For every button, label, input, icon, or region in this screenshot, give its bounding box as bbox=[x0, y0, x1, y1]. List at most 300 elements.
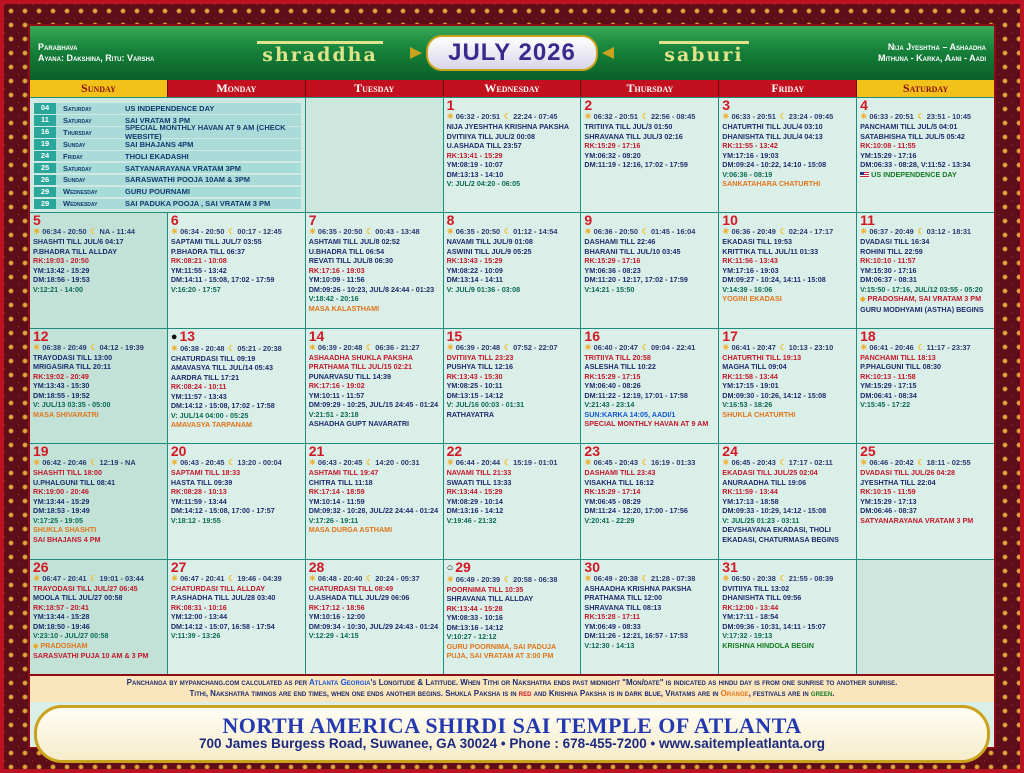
cell-line: YM:17:16 - 19:03 bbox=[722, 150, 779, 160]
calendar-cell-7 bbox=[306, 213, 443, 327]
moonrise-moonset-icon: ☾ bbox=[90, 458, 98, 468]
cell-line: RK:18:57 - 20:41 bbox=[33, 602, 89, 612]
sunrise-sunset-icon: ☀ bbox=[308, 227, 316, 237]
legend-day: Friday bbox=[63, 151, 83, 161]
us-flag-icon bbox=[860, 172, 869, 178]
cell-line: DM:18:53 - 19:49 bbox=[33, 506, 90, 516]
date-row bbox=[171, 561, 302, 574]
cell-line: EKADASI TILL JUL/25 02:04 bbox=[722, 468, 818, 478]
calendar-cell-12 bbox=[30, 329, 167, 443]
sun-moon-times: ☀ 06:36 - 20:49 ☾ 02:24 - 17:17 bbox=[722, 227, 834, 237]
cell-line: DM:14:12 - 15:08, 17:02 - 17:58 bbox=[170, 401, 275, 411]
cell-line: RK:15:29 - 17:16 bbox=[584, 141, 641, 150]
cell-line: AARDRA TILL 17:21 bbox=[170, 372, 240, 382]
date-row bbox=[171, 445, 302, 458]
cell-line: YM:17:11 - 18:54 bbox=[722, 612, 779, 622]
date-number: 4 bbox=[860, 98, 868, 113]
legend-date: 29 bbox=[34, 187, 56, 198]
calendar-cell-8 bbox=[444, 213, 581, 327]
cell-line: V:17:25 - 19:05 bbox=[33, 515, 83, 525]
calendar-cell-24 bbox=[719, 444, 856, 558]
cell-line: YM:06:45 - 08:29 bbox=[584, 496, 641, 506]
cell-line: MRIGASIRA TILL 20:11 bbox=[33, 362, 111, 372]
sun-moon-times: ☀ 06:43 - 20:45 ☾ 13:20 - 00:04 bbox=[170, 458, 282, 468]
cell-line: MASA DURGA ASTHAMI bbox=[308, 525, 393, 535]
calendar-cell-5 bbox=[30, 213, 167, 327]
moonrise-moonset-icon: ☾ bbox=[90, 573, 98, 583]
day-header-sunday: Sunday bbox=[30, 80, 168, 97]
moonrise-moonset-icon: ☾ bbox=[641, 342, 649, 352]
moonrise-moonset-icon: ☾ bbox=[779, 227, 787, 237]
cell-line: HASTA TILL 09:39 bbox=[170, 477, 233, 487]
date-row bbox=[447, 445, 578, 458]
date-number: 10 bbox=[722, 213, 738, 229]
cell-line: RK:17:16 - 19:02 bbox=[308, 381, 365, 391]
sun-moon-times: ☀ 06:37 - 20:49 ☾ 03:12 - 18:31 bbox=[860, 227, 972, 237]
cell-line: ANURAADHA TILL 19:06 bbox=[722, 477, 807, 487]
sunrise-sunset-icon: ☀ bbox=[584, 458, 592, 468]
date-number: 18 bbox=[860, 328, 876, 344]
cell-line: VISAKHA TILL 16:12 bbox=[584, 477, 654, 487]
sun-moon-times: ☀ 06:38 - 20:49 ☾ 04:12 - 19:39 bbox=[33, 342, 144, 352]
cell-line: SANKATAHARA CHATURTHI bbox=[722, 179, 821, 188]
moonrise-moonset-icon: ☾ bbox=[641, 112, 649, 121]
cell-line: DVITIIYA TILL JUL/2 00:08 bbox=[446, 131, 535, 141]
cell-line: YM:06:32 - 08:20 bbox=[584, 150, 641, 160]
moonrise-moonset-icon: ☾ bbox=[366, 342, 374, 352]
calendar-cell-3 bbox=[719, 98, 856, 212]
calendar-cell-25 bbox=[857, 444, 994, 558]
moonrise-moonset-icon: ☾ bbox=[90, 227, 98, 237]
cell-line: RK:19:03 - 20:50 bbox=[33, 256, 89, 266]
cell-line: V:14:39 - 16:06 bbox=[722, 284, 773, 294]
cell-line: SAPTAMI TILL 18:33 bbox=[170, 468, 241, 478]
cell-line: TRAYODASI TILL 13:00 bbox=[33, 352, 113, 362]
cell-line: V:12:30 - 14:13 bbox=[584, 640, 635, 650]
calendar-cell-1 bbox=[444, 98, 581, 212]
legend-event: SARASWATHI POOJA 10AM & 3PM bbox=[125, 175, 251, 185]
cell-line: GURU MODHYAMI (ASTHA) BEGINS bbox=[860, 304, 984, 314]
calendar-cell-10 bbox=[719, 213, 856, 327]
shraddha-script: shraddha bbox=[257, 41, 383, 66]
cell-line: SHASHTI TILL 18:00 bbox=[33, 468, 102, 478]
sunrise-sunset-icon: ☀ bbox=[584, 112, 592, 121]
cell-line: DM:09:24 - 10:22, 14:10 - 15:08 bbox=[722, 160, 827, 169]
cell-line: NIJA JYESHTHA KRISHNA PAKSHA bbox=[446, 122, 570, 131]
legend-event: SATYANARAYANA VRATAM 3PM bbox=[125, 163, 241, 173]
samvatsara-info bbox=[30, 42, 228, 65]
calendar-cell-29 bbox=[444, 560, 581, 674]
cell-line: ◆ PRADOSHAM, SAI VRATAM 3 PM bbox=[860, 294, 982, 304]
cell-line: P.BHADRA TILL ALLDAY bbox=[33, 246, 117, 256]
date-row bbox=[584, 561, 715, 574]
calendar-cell-17 bbox=[719, 329, 856, 443]
calendar-grid bbox=[30, 97, 994, 674]
cell-line: DM:11:19 - 12:16, 17:02 - 17:59 bbox=[584, 160, 688, 169]
cell-line: ASHAADHA SHUKLA PAKSHA bbox=[308, 352, 414, 362]
sunrise-sunset-icon: ☀ bbox=[446, 342, 454, 352]
cell-line: YM:13:42 - 15:29 bbox=[33, 265, 90, 275]
empty-cell bbox=[857, 560, 994, 674]
month-title: JULY 2026 bbox=[426, 35, 598, 71]
footnote-segment: , festivals are in bbox=[748, 688, 811, 698]
legend-event: SAI PADUKA POOJA , SAI VRATAM 3 PM bbox=[125, 199, 271, 209]
sunrise-sunset-icon: ☀ bbox=[446, 227, 454, 237]
sun-moon-times: ☀ 06:34 - 20:50 ☾ 00:17 - 12:45 bbox=[170, 227, 282, 237]
sun-moon-times: ☀ 06:32 - 20:51 ☾ 22:24 - 07:45 bbox=[446, 112, 558, 121]
full-moon-icon: ○ bbox=[446, 561, 454, 574]
cell-line: DVADASI TILL 16:34 bbox=[860, 237, 930, 247]
legend-row bbox=[34, 163, 301, 174]
cell-line: PUNARVASU TILL 14:39 bbox=[308, 371, 391, 381]
cell-line: YM:10:16 - 12:00 bbox=[308, 612, 366, 622]
cell-line: DVADASI TILL JUL/26 04:28 bbox=[860, 468, 955, 478]
footnote-segment: Atlanta Georgia bbox=[309, 678, 371, 688]
sun-moon-times: ☀ 06:35 - 20:50 ☾ 00:43 - 13:48 bbox=[308, 227, 420, 237]
cell-line: ASWINI TILL JUL/9 05:25 bbox=[446, 246, 532, 256]
date-number: 13 bbox=[179, 328, 196, 344]
calendar-cell-11 bbox=[857, 213, 994, 327]
sun-moon-times: ☀ 06:33 - 20:51 ☾ 23:24 - 09:45 bbox=[722, 112, 834, 121]
sun-moon-times: ☀ 06:42 - 20:46 ☾ 12:19 - NA bbox=[33, 458, 136, 468]
legend-row bbox=[34, 103, 301, 114]
moonrise-moonset-icon: ☾ bbox=[228, 343, 236, 353]
cell-line: SHUKLA CHATURTHI bbox=[722, 409, 796, 419]
cell-line: U.ASHADA TILL 23:57 bbox=[446, 141, 522, 150]
cell-line: YM:15:29 - 17:16 bbox=[860, 150, 917, 160]
cell-line: YM:11:59 - 13:44 bbox=[170, 496, 227, 506]
cell-line: CHATURDASI TILL 09:19 bbox=[170, 353, 256, 363]
samvatsara-name: Parabhava bbox=[38, 41, 78, 52]
cell-line: NAVAMI TILL JUL/9 01:08 bbox=[446, 237, 533, 247]
sunrise-sunset-icon: ☀ bbox=[33, 227, 41, 237]
sun-moon-times: ☀ 06:43 - 20:45 ☾ 14:20 - 00:31 bbox=[308, 458, 420, 468]
footnote-segment: Orange bbox=[720, 688, 749, 698]
date-number: 20 bbox=[170, 444, 187, 460]
cell-line: V:18:42 - 20:16 bbox=[308, 294, 359, 304]
moonrise-moonset-icon: ☾ bbox=[503, 112, 512, 121]
moonrise-moonset-icon: ☾ bbox=[228, 227, 236, 237]
cell-line: YM:06:49 - 08:33 bbox=[584, 621, 641, 631]
sun-moon-times: ☀ 06:33 - 20:51 ☾ 23:51 - 10:45 bbox=[860, 112, 972, 121]
cell-line: AMAVASYA TILL JUL/14 05:43 bbox=[170, 363, 273, 373]
date-number: 6 bbox=[170, 213, 179, 229]
cell-line: DVITIIYA TILL 23:23 bbox=[446, 352, 514, 362]
cell-line: YM:15:30 - 17:16 bbox=[860, 265, 917, 275]
footnote-segment: green bbox=[810, 688, 833, 698]
cell-line: YM:15:29 - 17:15 bbox=[860, 381, 917, 391]
date-number: 2 bbox=[584, 98, 593, 113]
cell-line: DHANISHTA TILL JUL/4 04:13 bbox=[722, 131, 823, 141]
calendar-cell-14 bbox=[306, 329, 443, 443]
cell-line: ASHTAMI TILL 19:47 bbox=[308, 468, 379, 478]
sun-moon-times: ☀ 06:34 - 20:50 ☾ NA - 11:44 bbox=[33, 227, 135, 237]
calendar-cell-31 bbox=[719, 560, 856, 674]
moonrise-moonset-icon: ☾ bbox=[503, 227, 512, 237]
new-moon-icon: ● bbox=[170, 330, 178, 343]
date-number: 22 bbox=[446, 444, 463, 460]
date-row bbox=[722, 330, 853, 343]
cell-line: YM:10:14 - 11:59 bbox=[308, 496, 365, 506]
cell-line: V:11:39 - 13:26 bbox=[170, 631, 221, 641]
cell-line: CHITRA TILL 11:18 bbox=[308, 477, 373, 487]
cell-line: SHASHTI TILL JUL/6 04:17 bbox=[33, 237, 124, 247]
sunrise-sunset-icon: ☀ bbox=[446, 112, 454, 121]
cell-line: RK:19:00 - 20:46 bbox=[33, 487, 89, 497]
sunrise-sunset-icon: ☀ bbox=[446, 458, 454, 468]
sun-moon-times: ☀ 06:44 - 20:44 ☾ 15:19 - 01:01 bbox=[446, 458, 558, 468]
calendar-cell-15 bbox=[444, 329, 581, 443]
lamp-icon: ◆ bbox=[860, 296, 866, 304]
date-number: 27 bbox=[170, 559, 187, 575]
date-row bbox=[309, 330, 440, 343]
cell-line: RK:10:15 - 11:59 bbox=[860, 487, 916, 497]
date-number: 17 bbox=[722, 328, 738, 344]
cell-line: SUN:KARKA 14:05, AADI/1 bbox=[584, 409, 676, 419]
cell-line: V:10:27 - 12:12 bbox=[446, 632, 497, 642]
calendar-cell-28 bbox=[306, 560, 443, 674]
moonrise-moonset-icon: ☾ bbox=[917, 227, 925, 237]
date-row bbox=[860, 99, 991, 112]
legend-date: 29 bbox=[34, 199, 56, 210]
cell-line: V: JUL/14 04:00 - 05:25 bbox=[170, 410, 249, 420]
date-row bbox=[447, 214, 578, 227]
day-header-row bbox=[30, 80, 994, 97]
cell-line: V: JUL/2 04:20 - 06:05 bbox=[446, 179, 521, 188]
sun-moon-times: ☀ 06:50 - 20:38 ☾ 21:55 - 08:39 bbox=[722, 573, 834, 583]
masa-names: Nija Jyeshtha – Ashaadha bbox=[887, 41, 986, 52]
date-row bbox=[171, 214, 302, 227]
sunrise-sunset-icon: ☀ bbox=[722, 112, 730, 121]
cell-line: DM:06:41 - 08:34 bbox=[860, 390, 917, 400]
cell-line: SAPTAMI TILL JUL/7 03:55 bbox=[170, 237, 262, 247]
cell-line: RK:15:29 - 17:14 bbox=[584, 487, 641, 497]
cell-line: RK:17:14 - 18:59 bbox=[308, 487, 365, 497]
footnote-segment: 's Longitude & Latitude. When Tithi or Nakshatra ends past midnight "Mon/date" is indicated as hindu day is from one sunrise to another sunrise. bbox=[370, 678, 898, 688]
footnote-segment: . bbox=[832, 688, 835, 698]
date-row bbox=[584, 445, 715, 458]
legend-event: SAI BHAJANS 4PM bbox=[125, 139, 194, 149]
cell-line: DM:18:50 - 19:46 bbox=[33, 621, 90, 631]
date-row bbox=[722, 99, 853, 112]
cell-line: PUSHYA TILL 12:16 bbox=[446, 362, 514, 372]
cell-line: DM:13:16 - 14:12 bbox=[446, 506, 504, 516]
cell-line: YM:08:25 - 10:11 bbox=[446, 381, 503, 391]
sun-moon-times: ☀ 06:36 - 20:50 ☾ 01:45 - 16:04 bbox=[584, 227, 696, 237]
footnote-segment: Panchanga by mypanchang.com calculated as per bbox=[126, 678, 310, 688]
sunrise-sunset-icon: ☀ bbox=[584, 573, 592, 583]
moonrise-moonset-icon: ☾ bbox=[90, 342, 98, 352]
footnote-segment: , Vratams are in bbox=[660, 688, 721, 698]
date-row bbox=[860, 330, 991, 343]
saburi-script: saburi bbox=[659, 41, 748, 66]
moonrise-moonset-icon: ☾ bbox=[228, 458, 236, 468]
cell-line: KRITTIKA TILL JUL/11 01:33 bbox=[722, 246, 819, 256]
cell-line: RK:10:13 - 11:58 bbox=[860, 371, 916, 381]
date-number: 28 bbox=[308, 559, 325, 575]
cell-line: CHATURTHI TILL 19:13 bbox=[722, 352, 802, 362]
legend-date: 26 bbox=[34, 175, 56, 186]
sunrise-sunset-icon: ☀ bbox=[170, 343, 179, 353]
shraddha-script-wrap bbox=[228, 41, 412, 66]
date-number: 16 bbox=[584, 328, 600, 344]
cell-line: DASHAMI TILL 22:46 bbox=[584, 237, 656, 247]
legend-row bbox=[34, 123, 301, 142]
cell-line: DM:09:27 - 10:24, 14:11 - 15:08 bbox=[722, 275, 826, 285]
cell-line: U.PHALGUNI TILL 08:41 bbox=[33, 477, 116, 487]
date-row bbox=[309, 445, 440, 458]
date-number: 31 bbox=[722, 559, 738, 575]
cell-line: V:17:32 - 19:13 bbox=[722, 631, 773, 641]
legend-cell bbox=[30, 98, 305, 212]
cell-line: DM:11:20 - 12:17, 17:02 - 17:59 bbox=[584, 275, 688, 285]
sun-moon-times: ☀ 06:45 - 20:43 ☾ 17:17 - 02:11 bbox=[722, 458, 833, 468]
sun-moon-times: ☀ 06:49 - 20:38 ☾ 21:28 - 07:38 bbox=[584, 573, 696, 583]
cell-line: CHATURTHI TILL JUL/4 03:10 bbox=[722, 122, 823, 131]
calendar-content bbox=[28, 24, 996, 752]
cell-line: RK:15:29 - 17:15 bbox=[584, 371, 641, 381]
moonrise-moonset-icon: ☾ bbox=[917, 342, 925, 352]
lamp-icon: ◆ bbox=[33, 642, 39, 650]
date-number: 3 bbox=[722, 98, 731, 113]
cell-line: SPECIAL MONTHLY HAVAN AT 9 AM bbox=[584, 419, 709, 429]
calendar-cell-13 bbox=[168, 329, 305, 443]
cell-line: KRISHNA HINDOLA BEGIN bbox=[722, 640, 814, 650]
cell-line: RK:08:28 - 10:13 bbox=[170, 487, 227, 497]
calendar-cell-26 bbox=[30, 560, 167, 674]
saburi-script-wrap bbox=[612, 41, 796, 66]
sunrise-sunset-icon: ☀ bbox=[308, 458, 316, 468]
day-header-wednesday: Wednesday bbox=[444, 80, 582, 97]
cell-line: YM:13:43 - 15:30 bbox=[33, 381, 90, 391]
legend-event: SPECIAL MONTHLY HAVAN AT 9 AM (CHECK WEBSITE) bbox=[125, 123, 286, 142]
date-row bbox=[860, 214, 991, 227]
date-row bbox=[584, 214, 715, 227]
moonrise-moonset-icon: ☾ bbox=[641, 458, 649, 468]
cell-line: SWAATI TILL 13:33 bbox=[446, 477, 512, 487]
cell-line: ASHTAMI TILL JUL/8 02:52 bbox=[308, 237, 400, 247]
cell-line: V:21:51 - 23:18 bbox=[308, 409, 359, 419]
legend-date: 04 bbox=[34, 103, 56, 114]
cell-line: RK:13:43 - 15:29 bbox=[446, 256, 503, 266]
footnote-segment: red bbox=[518, 688, 532, 698]
moonrise-moonset-icon: ☾ bbox=[779, 112, 787, 121]
cell-line: YM:10:11 - 11:57 bbox=[308, 390, 365, 400]
sun-moon-times: ☀ 06:41 - 20:47 ☾ 10:13 - 23:10 bbox=[722, 342, 834, 352]
sunrise-sunset-icon: ☀ bbox=[722, 573, 730, 583]
date-row bbox=[584, 99, 715, 112]
cell-line: DM:09:32 - 10:28, JUL/22 24:44 - 01:24 bbox=[308, 506, 439, 516]
date-row bbox=[309, 214, 440, 227]
cell-line: RK:15:28 - 17:11 bbox=[584, 612, 640, 622]
legend-date: 16 bbox=[34, 127, 56, 138]
sun-moon-times: ☀ 06:39 - 20:48 ☾ 07:52 - 22:07 bbox=[446, 342, 558, 352]
cell-line: ASLESHA TILL 10:22 bbox=[584, 362, 656, 372]
footnote-line-1 bbox=[34, 678, 990, 689]
date-row bbox=[447, 330, 578, 343]
legend-row bbox=[34, 187, 301, 198]
cell-line: CHATURDASI TILL 08:49 bbox=[308, 583, 394, 593]
calendar-cell-21 bbox=[306, 444, 443, 558]
cell-line: YM:08:19 - 10:07 bbox=[446, 160, 503, 169]
cell-line: V:16:53 - 18:26 bbox=[722, 400, 773, 410]
cell-line: MASA KALASTHAMI bbox=[308, 303, 380, 313]
footnote-segment: and Krishna Paksha is in bbox=[531, 688, 625, 698]
month-header bbox=[30, 26, 994, 80]
calendar-cell-18 bbox=[857, 329, 994, 443]
sun-moon-times: ☀ 06:38 - 20:48 ☾ 05:21 - 20:38 bbox=[170, 343, 282, 353]
cell-line: RK:11:55 - 13:42 bbox=[722, 141, 778, 150]
cell-line: YM:06:36 - 08:23 bbox=[584, 265, 641, 275]
cell-line: DM:09:36 - 10:31, 14:11 - 15:07 bbox=[722, 621, 826, 631]
day-header-tuesday: Tuesday bbox=[306, 80, 444, 97]
cell-line: RK:17:16 - 19:03 bbox=[308, 265, 365, 275]
cell-line: RK:11:59 - 13:44 bbox=[722, 487, 778, 497]
cell-line: PANCHAMI TILL JUL/5 04:01 bbox=[860, 122, 958, 131]
sun-moon-times: ☀ 06:32 - 20:51 ☾ 22:56 - 08:45 bbox=[584, 112, 696, 121]
calendar-cell-4 bbox=[857, 98, 994, 212]
legend-date: 11 bbox=[34, 115, 56, 126]
cell-line: RK:10:10 - 11:57 bbox=[860, 256, 916, 266]
day-header-saturday: Saturday bbox=[857, 80, 994, 97]
moonrise-moonset-icon: ☾ bbox=[641, 227, 649, 237]
legend-event: GURU POURNAMI bbox=[125, 187, 190, 197]
date-row bbox=[33, 561, 164, 574]
legend-row bbox=[34, 175, 301, 186]
cell-line: PANCHAMI TILL 18:13 bbox=[860, 352, 936, 362]
cell-line: ROHINI TILL 22:59 bbox=[860, 246, 923, 256]
cell-line: V:12:29 - 14:15 bbox=[308, 631, 359, 641]
cell-line: V:17:26 - 19:11 bbox=[308, 515, 359, 525]
cell-line: V:12:21 - 14:00 bbox=[33, 284, 83, 294]
date-number: 23 bbox=[584, 444, 600, 460]
cell-line: EKADASI TILL 19:53 bbox=[722, 237, 793, 247]
date-row bbox=[860, 445, 991, 458]
cell-line: DM:11:24 - 12:20, 17:00 - 17:56 bbox=[584, 506, 688, 516]
cell-line: DASHAMI TILL 23:43 bbox=[584, 468, 656, 478]
calendar-cell-20 bbox=[168, 444, 305, 558]
cell-line: DM:06:37 - 08:31 bbox=[860, 275, 917, 285]
cell-line: RK:08:24 - 10:11 bbox=[170, 382, 227, 392]
cell-line: DEVSHAYANA EKADASI, THOLI EKADASI, CHATURMASA BEGINS bbox=[722, 525, 839, 544]
legend-date: 25 bbox=[34, 163, 56, 174]
cell-line: YM:13:44 - 15:28 bbox=[33, 612, 90, 622]
cell-line: DM:18:55 - 19:52 bbox=[33, 390, 90, 400]
cell-line: DM:13:15 - 14:12 bbox=[446, 390, 504, 400]
cell-line: GURU POORNIMA, SAI PADUJA PUJA, SAI VRATAM AT 3:00 PM bbox=[446, 641, 556, 661]
cell-line: DM:09:34 - 10:30, JUL/29 24:43 - 01:24 bbox=[308, 621, 439, 631]
cell-line: DM:06:46 - 08:37 bbox=[860, 506, 917, 516]
cell-line: YM:06:40 - 08:26 bbox=[584, 381, 641, 391]
date-row bbox=[447, 561, 578, 575]
day-header-monday: Monday bbox=[168, 80, 306, 97]
sunrise-sunset-icon: ☀ bbox=[446, 574, 454, 584]
cell-line: SHUKLA SHASHTI bbox=[33, 525, 97, 535]
legend-day: Thursday bbox=[63, 127, 92, 137]
sun-moon-times: ☀ 06:46 - 20:42 ☾ 18:11 - 02:55 bbox=[860, 458, 971, 468]
calendar-cell-19 bbox=[30, 444, 167, 558]
date-number: 21 bbox=[308, 444, 325, 460]
sun-moon-times: ☀ 06:41 - 20:46 ☾ 11:17 - 23:37 bbox=[860, 342, 971, 352]
cell-line: TRITIIYA TILL JUL/3 01:50 bbox=[584, 122, 673, 131]
moonrise-moonset-icon: ☾ bbox=[503, 342, 512, 352]
sunrise-sunset-icon: ☀ bbox=[33, 458, 41, 468]
cell-line: RK:13:43 - 15:30 bbox=[446, 371, 503, 381]
sun-moon-times: ☀ 06:47 - 20:41 ☾ 19:01 - 03:44 bbox=[33, 573, 144, 583]
legend-event: THOLI EKADASHI bbox=[125, 151, 189, 161]
cell-line: DM:14:12 - 15:08, 17:00 - 17:57 bbox=[170, 506, 275, 516]
footnote-segment: dark blue bbox=[624, 688, 661, 698]
